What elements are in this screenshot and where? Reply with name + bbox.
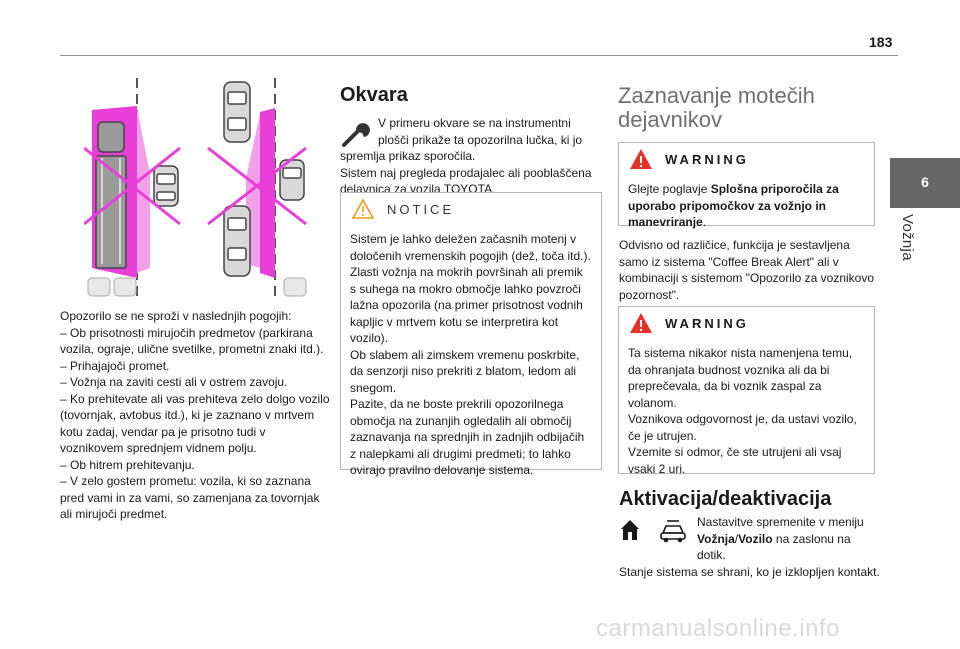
condition-item: – Prihajajoči promet. [60,358,170,373]
distraction-section [618,84,878,132]
warning2-line: Vzemite si odmor, če ste utrujeni ali vsaj vsaki 2 uri. [628,445,842,476]
warning-box-2 [618,306,875,474]
notice-triangle-icon [351,198,375,220]
activation-line2-rest: na zaslonu na dotik. [697,531,851,562]
condition-item: – Ko prehitevate ali vas prehiteva zelo dolgo vozilo (tovornjak, avtobus itd.), ki je zaznano v mrtvem kotu zadaj, vendar pa je prisotno tudi v voznikovem sprednjem vidnem polju. [60,391,330,455]
watermark: carmanualsonline.info [596,615,840,642]
page-number: 183 [869,34,893,50]
blind-spot-false-alert-illustration [84,78,310,302]
wrench-icon [340,119,374,149]
warning2-line: Voznikova odgovornost je, da ustavi vozilo, če je utrujen. [628,412,857,443]
fault-section [340,84,602,198]
section-title-fault: Okvara [340,84,408,106]
menu-separator: / [734,531,739,546]
activation-line1: Nastavitve spremenite v meniju [697,515,864,529]
activation-body [619,514,881,580]
warning2-title: WARNING [665,315,749,331]
activation-icons [619,517,695,543]
warning1-suffix: . [702,215,707,229]
fault-intro-2: Sistem naj pregleda prodajalec ali pooblaščena delavnica za vozila TOYOTA. [340,165,592,196]
fault-intro-rest: spremlja prikaz sporočila. [340,149,476,163]
chapter-number: 6 [921,174,929,190]
car-settings-icon [661,521,685,542]
chapter-tab[interactable] [890,158,960,208]
notice-line: Zlasti vožnja na mokrih površinah ali premik s suhega na mokro območje lahko povzroči lažna opozorila (na primer prisotnost vodnih kapljic v mrtvem kotu se interpretira kot vozilo). [350,265,583,345]
notice-body [341,225,601,479]
condition-item: – Vožnja na zaviti cesti ali v ostrem zavoju. [60,375,288,389]
notice-line: Pazite, da ne boste prekrili opozorilnega območja na zunanjih ogledalih ali območij zaznavanja na sprednjih in zadnjih odbijačih z nalepkami ali drugimi predmeti; to lahko ovirajo pravilno delovanje sistema. [350,397,585,477]
notice-line: Sistem je lahko deležen začasnih motenj v določenih vremenskih pogojih (dež, toča itd.). [350,232,591,263]
distraction-description: Odvisno od različice, funkcija je sestavljena samo iz sistema "Coffee Break Alert" ali v kombinaciji s sistemom "Opozorilo za voznikovo pozornost". [619,238,875,302]
warning-triangle-icon [629,148,653,170]
fault-intro [340,115,602,148]
notice-line: Ob slabem ali zimskem vremenu poskrbite, da senzorji niso prekriti z blatom, ledom ali snegom. [350,347,580,395]
conditions-list [60,308,332,523]
warning2-body [619,339,874,477]
conditions-intro: Opozorilo se ne sproži v naslednjih pogojih: [60,309,292,323]
warning2-header [619,307,874,339]
condition-item: – Ob hitrem prehitevanju. [60,457,195,472]
warning1-title: WARNING [665,151,749,167]
condition-item: – Ob prisotnosti mirujočih predmetov (parkirana vozila, ograje, ulične svetilke, prometni znaki itd.). [60,325,324,356]
warning-triangle-icon [629,312,653,334]
header-rule [60,55,898,56]
section-title-distraction: Zaznavanje motečih dejavnikov [618,83,815,132]
section-title-activation: Aktivacija/deaktivacija [619,488,832,510]
condition-item: – V zelo gostem prometu: vozila, ki so zaznana pred vami in za vami, so zamenjana za tovornjak ali mirujoči predmet. [60,474,320,521]
warning1-header [619,143,874,175]
fault-intro-indented: V primeru okvare se na instrumentni plošči prikaže ta opozorilna lučka, ki jo [378,116,583,147]
chapter-label: Vožnja [899,214,916,261]
warning2-line: Ta sistema nikakor nista namenjena temu, da ohranjata budnost voznika ali da bi preprečevala, da bi voznik zaspal za volanom. [628,346,853,410]
home-icon [621,520,639,540]
menu-driving: Vožnja [697,531,735,546]
warning1-prefix: Glejte poglavje [628,182,711,196]
notice-title: NOTICE [387,201,455,217]
warning1-body [619,175,874,231]
notice-header [341,193,601,225]
activation-line3: Stanje sistema se shrani, ko je izklopljen kontakt. [619,564,880,579]
warning1-link: Splošna priporočila za uporabo pripomočkov za vožnjo in manevriranje [628,182,839,229]
notice-box [340,192,602,477]
warning-box-1 [618,142,875,229]
menu-vehicle: Vozilo [738,531,773,546]
